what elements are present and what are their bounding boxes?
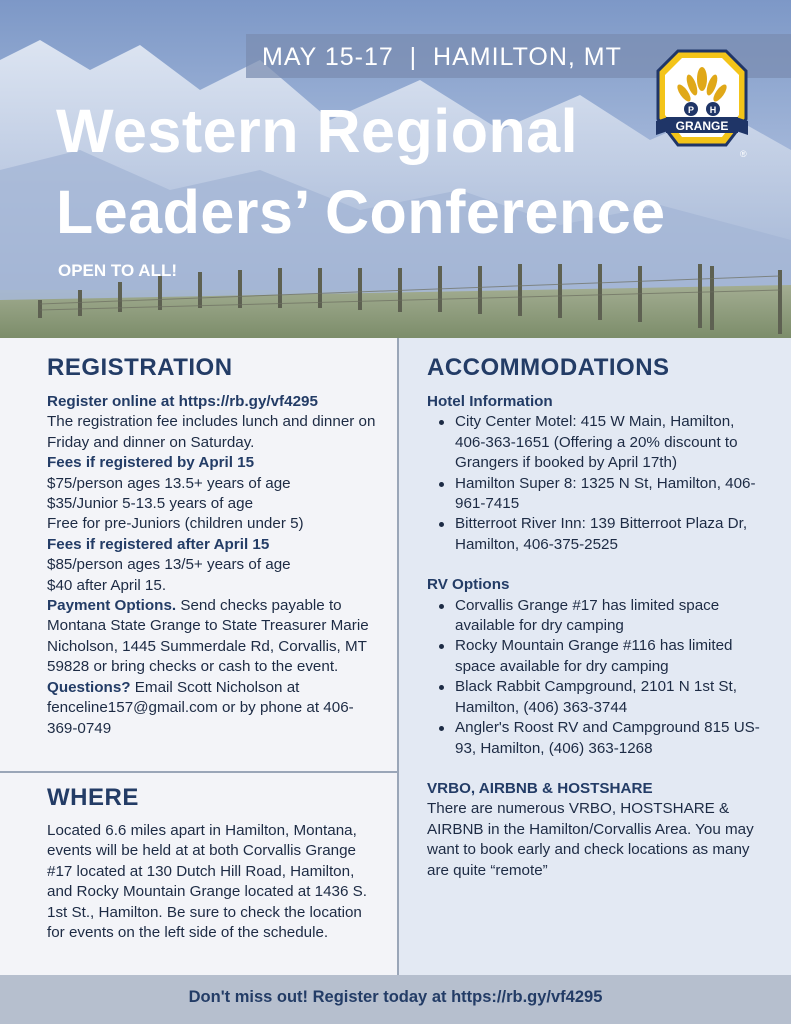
hotel-heading: Hotel Information xyxy=(427,393,553,410)
fees-before-heading: Fees if registered by April 15 xyxy=(47,454,255,472)
list-item: Hamilton Super 8: 1325 N St, Hamilton, 406-961-7415 xyxy=(427,474,767,515)
questions-text: Email Scott Nicholson at fenceline157@gmail.com or by phone at 406-369-0749 xyxy=(47,678,354,737)
accommodations-body xyxy=(427,392,767,881)
fee-before-3: Free for pre-Juniors (children under 5) xyxy=(47,515,304,533)
register-online-link[interactable]: Register online at https://rb.gy/vf4295 xyxy=(47,393,318,410)
logo-banner-text: GRANGE xyxy=(675,119,729,133)
open-to-all: OPEN TO ALL! xyxy=(58,261,177,280)
fee-after-2: $40 after April 15. xyxy=(47,576,167,594)
payment-text: Send checks payable to Montana State Grange to State Treasurer Marie Nicholson, 1445 Summerdale Rd, Corvallis, MT 59828 or bring checks or cash to the event. xyxy=(47,597,369,676)
svg-text:H: H xyxy=(709,105,717,115)
rv-list xyxy=(427,596,767,759)
list-item: Black Rabbit Campground, 2101 N 1st St, Hamilton, (406) 363-3744 xyxy=(427,677,767,718)
payment-label: Payment Options. xyxy=(47,597,177,615)
footer-bar xyxy=(0,975,791,1024)
svg-text:P: P xyxy=(687,105,695,115)
footer-cta[interactable]: Don't miss out! Register today at https://rb.gy/vf4295 xyxy=(188,988,603,1006)
fee-before-2: $35/Junior 5-13.5 years of age xyxy=(47,495,254,513)
where-heading: WHERE xyxy=(47,784,139,811)
accommodations-heading: ACCOMMODATIONS xyxy=(427,354,670,381)
fees-after-heading: Fees if registered after April 15 xyxy=(47,535,270,553)
rv-heading: RV Options xyxy=(427,576,510,594)
title-line-1: Western Regional xyxy=(56,97,579,165)
vrbo-text: There are numerous VRBO, HOSTSHARE & AIRBNB in the Hamilton/Corvallis Area. You may want to book early and check locations as many are quite “remote” xyxy=(427,800,754,879)
list-item: Rocky Mountain Grange #116 has limited space available for dry camping xyxy=(427,636,767,677)
payment-options xyxy=(47,596,382,678)
list-item: City Center Motel: 415 W Main, Hamilton, 406-363-1651 (Offering a 20% discount to Grangers if booked by April 17th) xyxy=(427,412,767,473)
questions-label: Questions? xyxy=(47,678,131,696)
registration-body xyxy=(47,392,382,739)
list-item: Angler's Roost RV and Campground 815 US-93, Hamilton, (406) 363-1268 xyxy=(427,718,767,759)
list-item: Bitterroot River Inn: 139 Bitterroot Plaza Dr, Hamilton, 406-375-2525 xyxy=(427,514,767,555)
where-text: Located 6.6 miles apart in Hamilton, Montana, events will be held at at both Corvallis Grange #17 located at 130 Dutch Hill Road, Hamilton, and Rocky Mountain Grange located at 1436 S. 1st St., Hamilton. Be sure to check the location for events on the left side of the schedule. xyxy=(47,822,367,942)
hotel-list xyxy=(427,412,767,555)
date-location: MAY 15-17 | HAMILTON, MT xyxy=(262,43,622,71)
registration-heading: REGISTRATION xyxy=(47,354,233,381)
questions xyxy=(47,678,382,739)
logo-registered-mark: ® xyxy=(740,149,747,159)
list-item: Corvallis Grange #17 has limited space available for dry camping xyxy=(427,596,767,637)
section-divider xyxy=(0,771,397,773)
hero-banner xyxy=(0,0,791,338)
fee-before-1: $75/person ages 13.5+ years of age xyxy=(47,474,291,492)
grange-logo xyxy=(654,49,750,161)
fee-note: The registration fee includes lunch and dinner on Friday and dinner on Saturday. xyxy=(47,413,376,451)
vrbo-heading: VRBO, AIRBNB & HOSTSHARE xyxy=(427,779,653,797)
title-line-2: Leaders’ Conference xyxy=(56,178,666,246)
fee-after-1: $85/person ages 13/5+ years of age xyxy=(47,556,291,574)
